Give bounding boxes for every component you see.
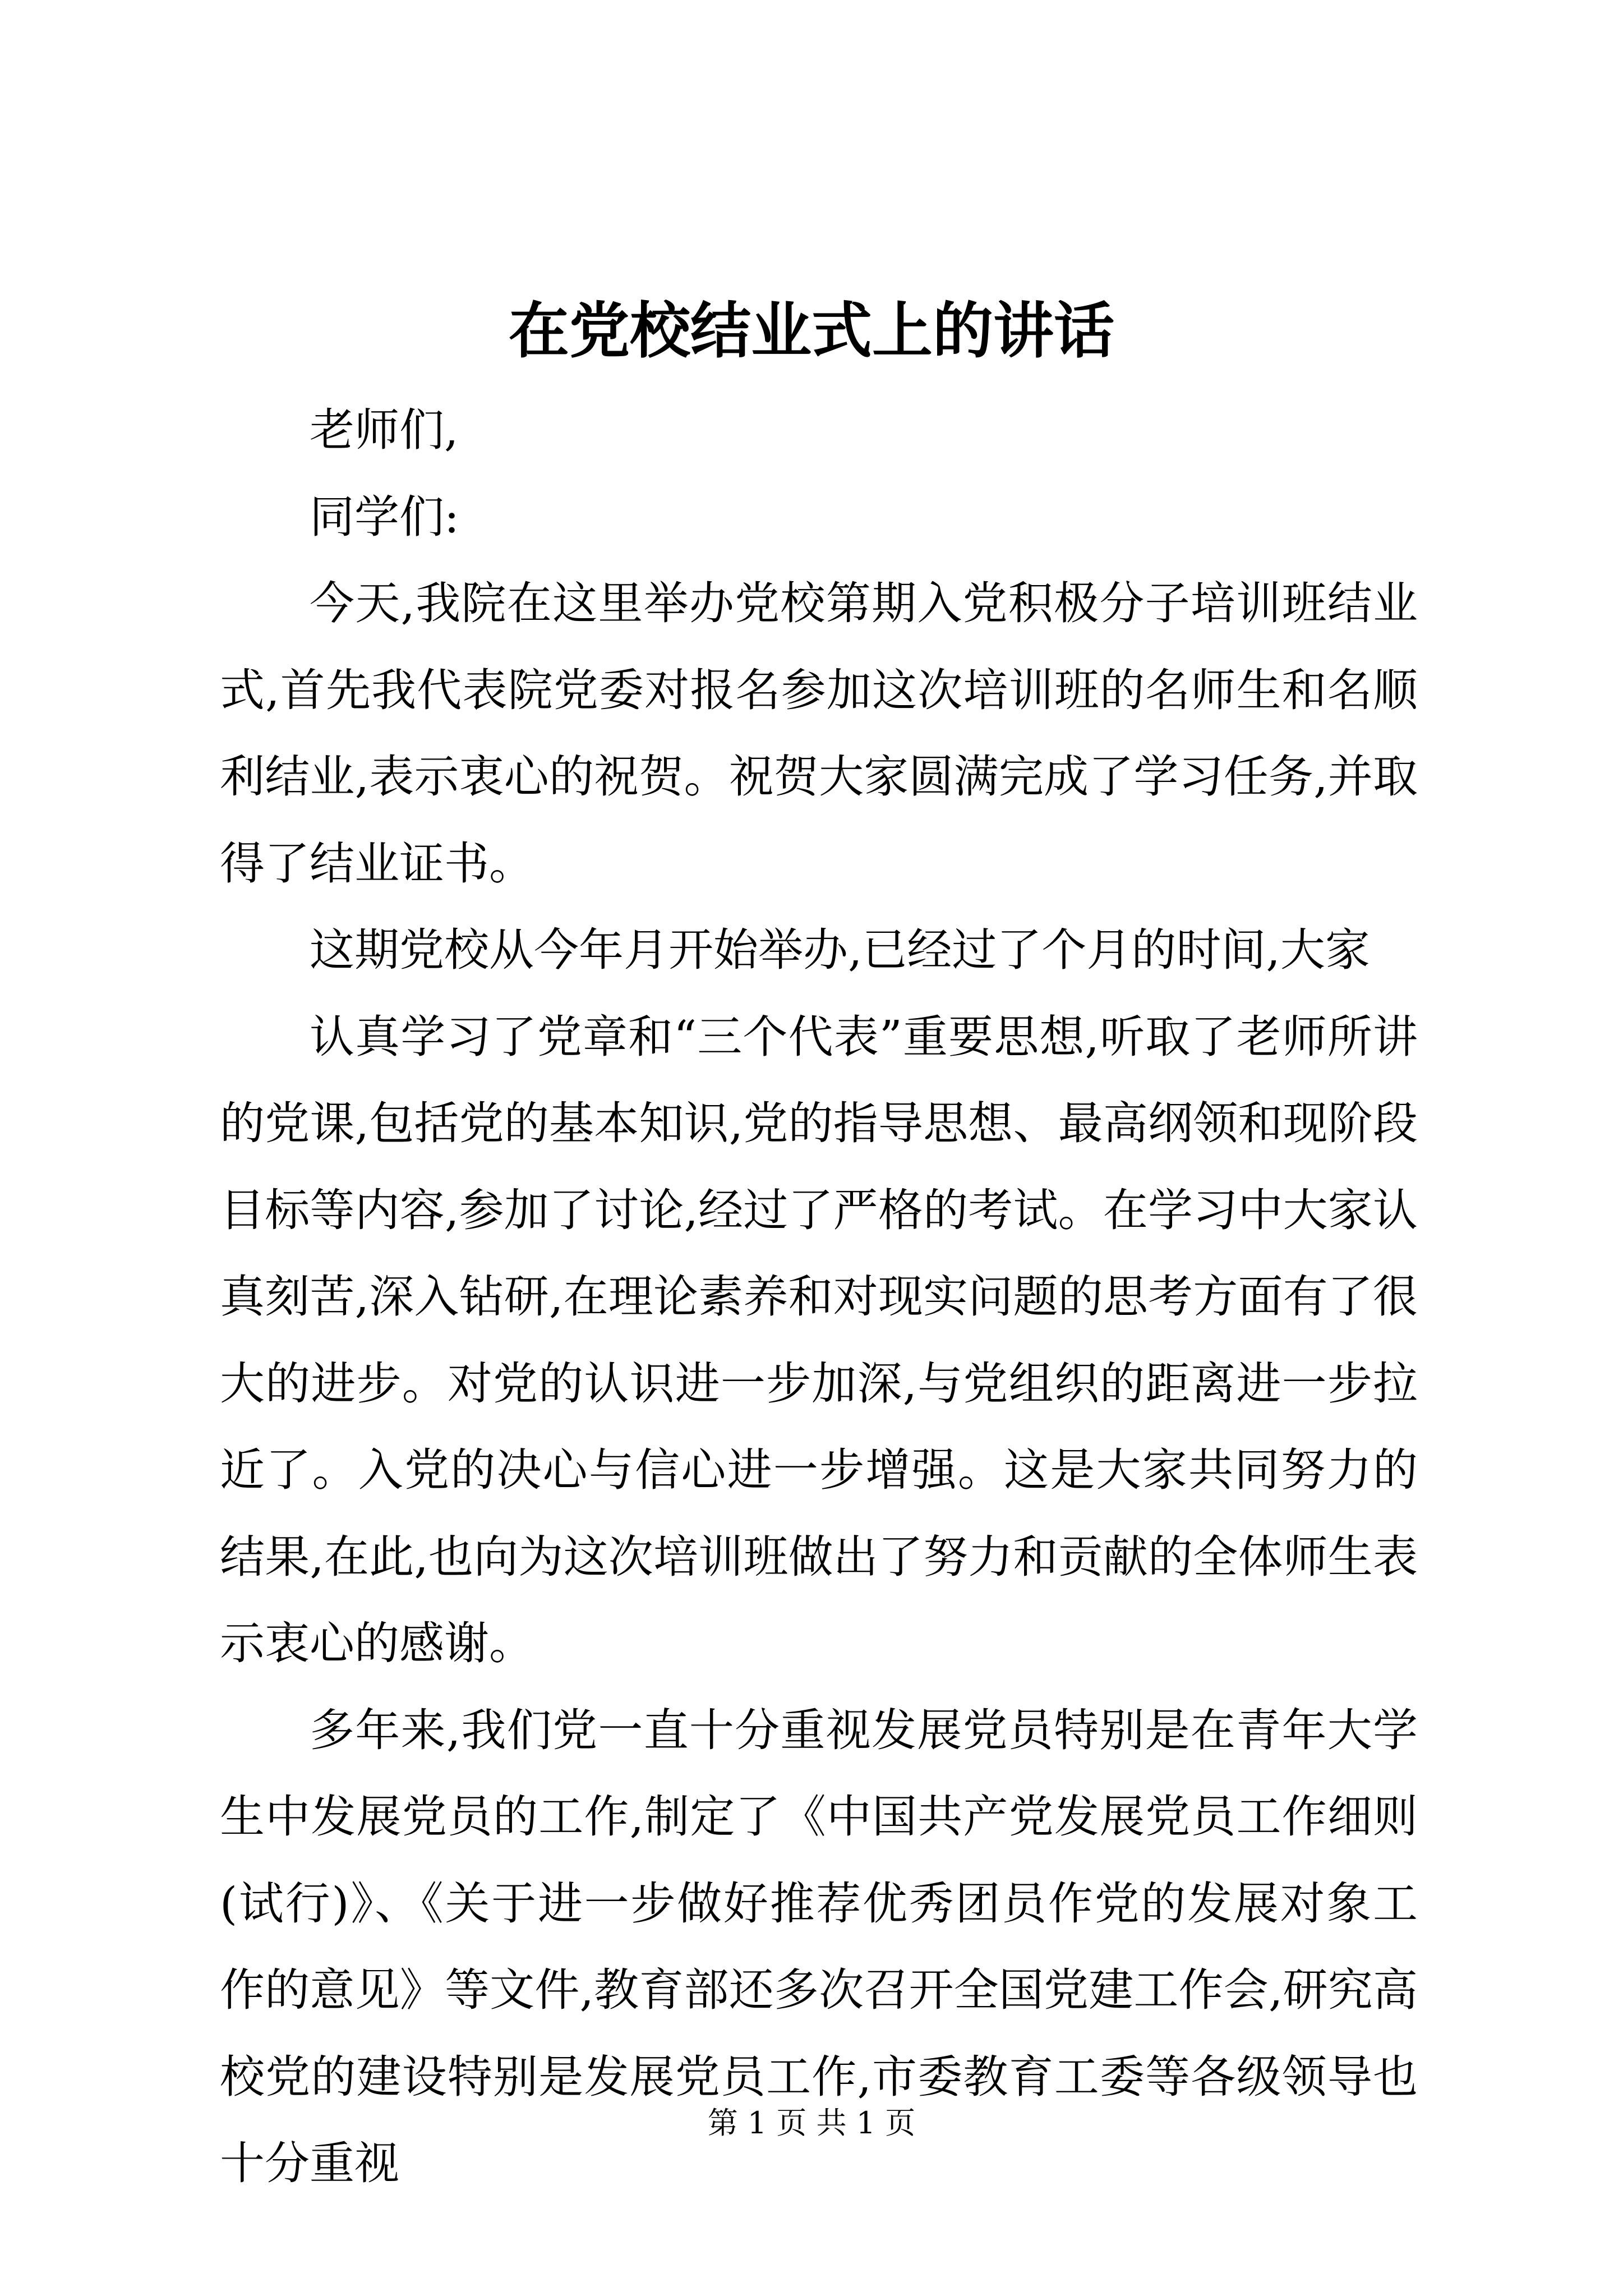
salutation-teachers: 老师们, — [310, 404, 459, 456]
paragraph: 今天,我院在这里举办党校第期入党积极分子培训班结业式,首先我代表院党委对报名参加这次培训班的名师生和名顺利结业,表示衷心的祝贺。祝贺大家圆满完成了学习任务,并取得了结业证书。 — [220, 577, 1418, 890]
paragraph: 多年来,我们党一直十分重视发展党员特别是在青年大学生中发展党员的工作,制定了《中国共产党发展党员工作细则(试行)》、《关于进一步做好推荐优秀团员作党的发展对象工作的意见》等文件,教育部还多次召开全国党建工作会,研究高校党的建设特别是发展党员工作,市委教育工委等各级领导也十分重视 — [220, 1704, 1418, 2189]
document-title: 在党校结业式上的讲话 — [508, 296, 1114, 366]
paragraph: 这期党校从今年月开始举办,已经过了个月的时间,大家 — [310, 924, 1370, 976]
page-footer: 第 1 页 共 1 页 — [707, 2105, 916, 2141]
paragraph: 认真学习了党章和“三个代表”重要思想,听取了老师所讲的党课,包括党的基本知识,党的指导思想、最高纲领和现阶段目标等内容,参加了讨论,经过了严格的考试。在学习中大家认真刻苦,深入钻研,在理论素养和对现实问题的思考方面有了很大的进步。对党的认识进一步加深,与党组织的距离进一步拉近了。入党的决心与信心进一步增强。这是大家共同努力的结果,在此,也向为这次培训班做出了努力和贡献的全体师生表示衷心的感谢。 — [220, 1010, 1418, 1669]
document-body — [220, 387, 1418, 2207]
salutation-students: 同学们: — [310, 490, 459, 543]
